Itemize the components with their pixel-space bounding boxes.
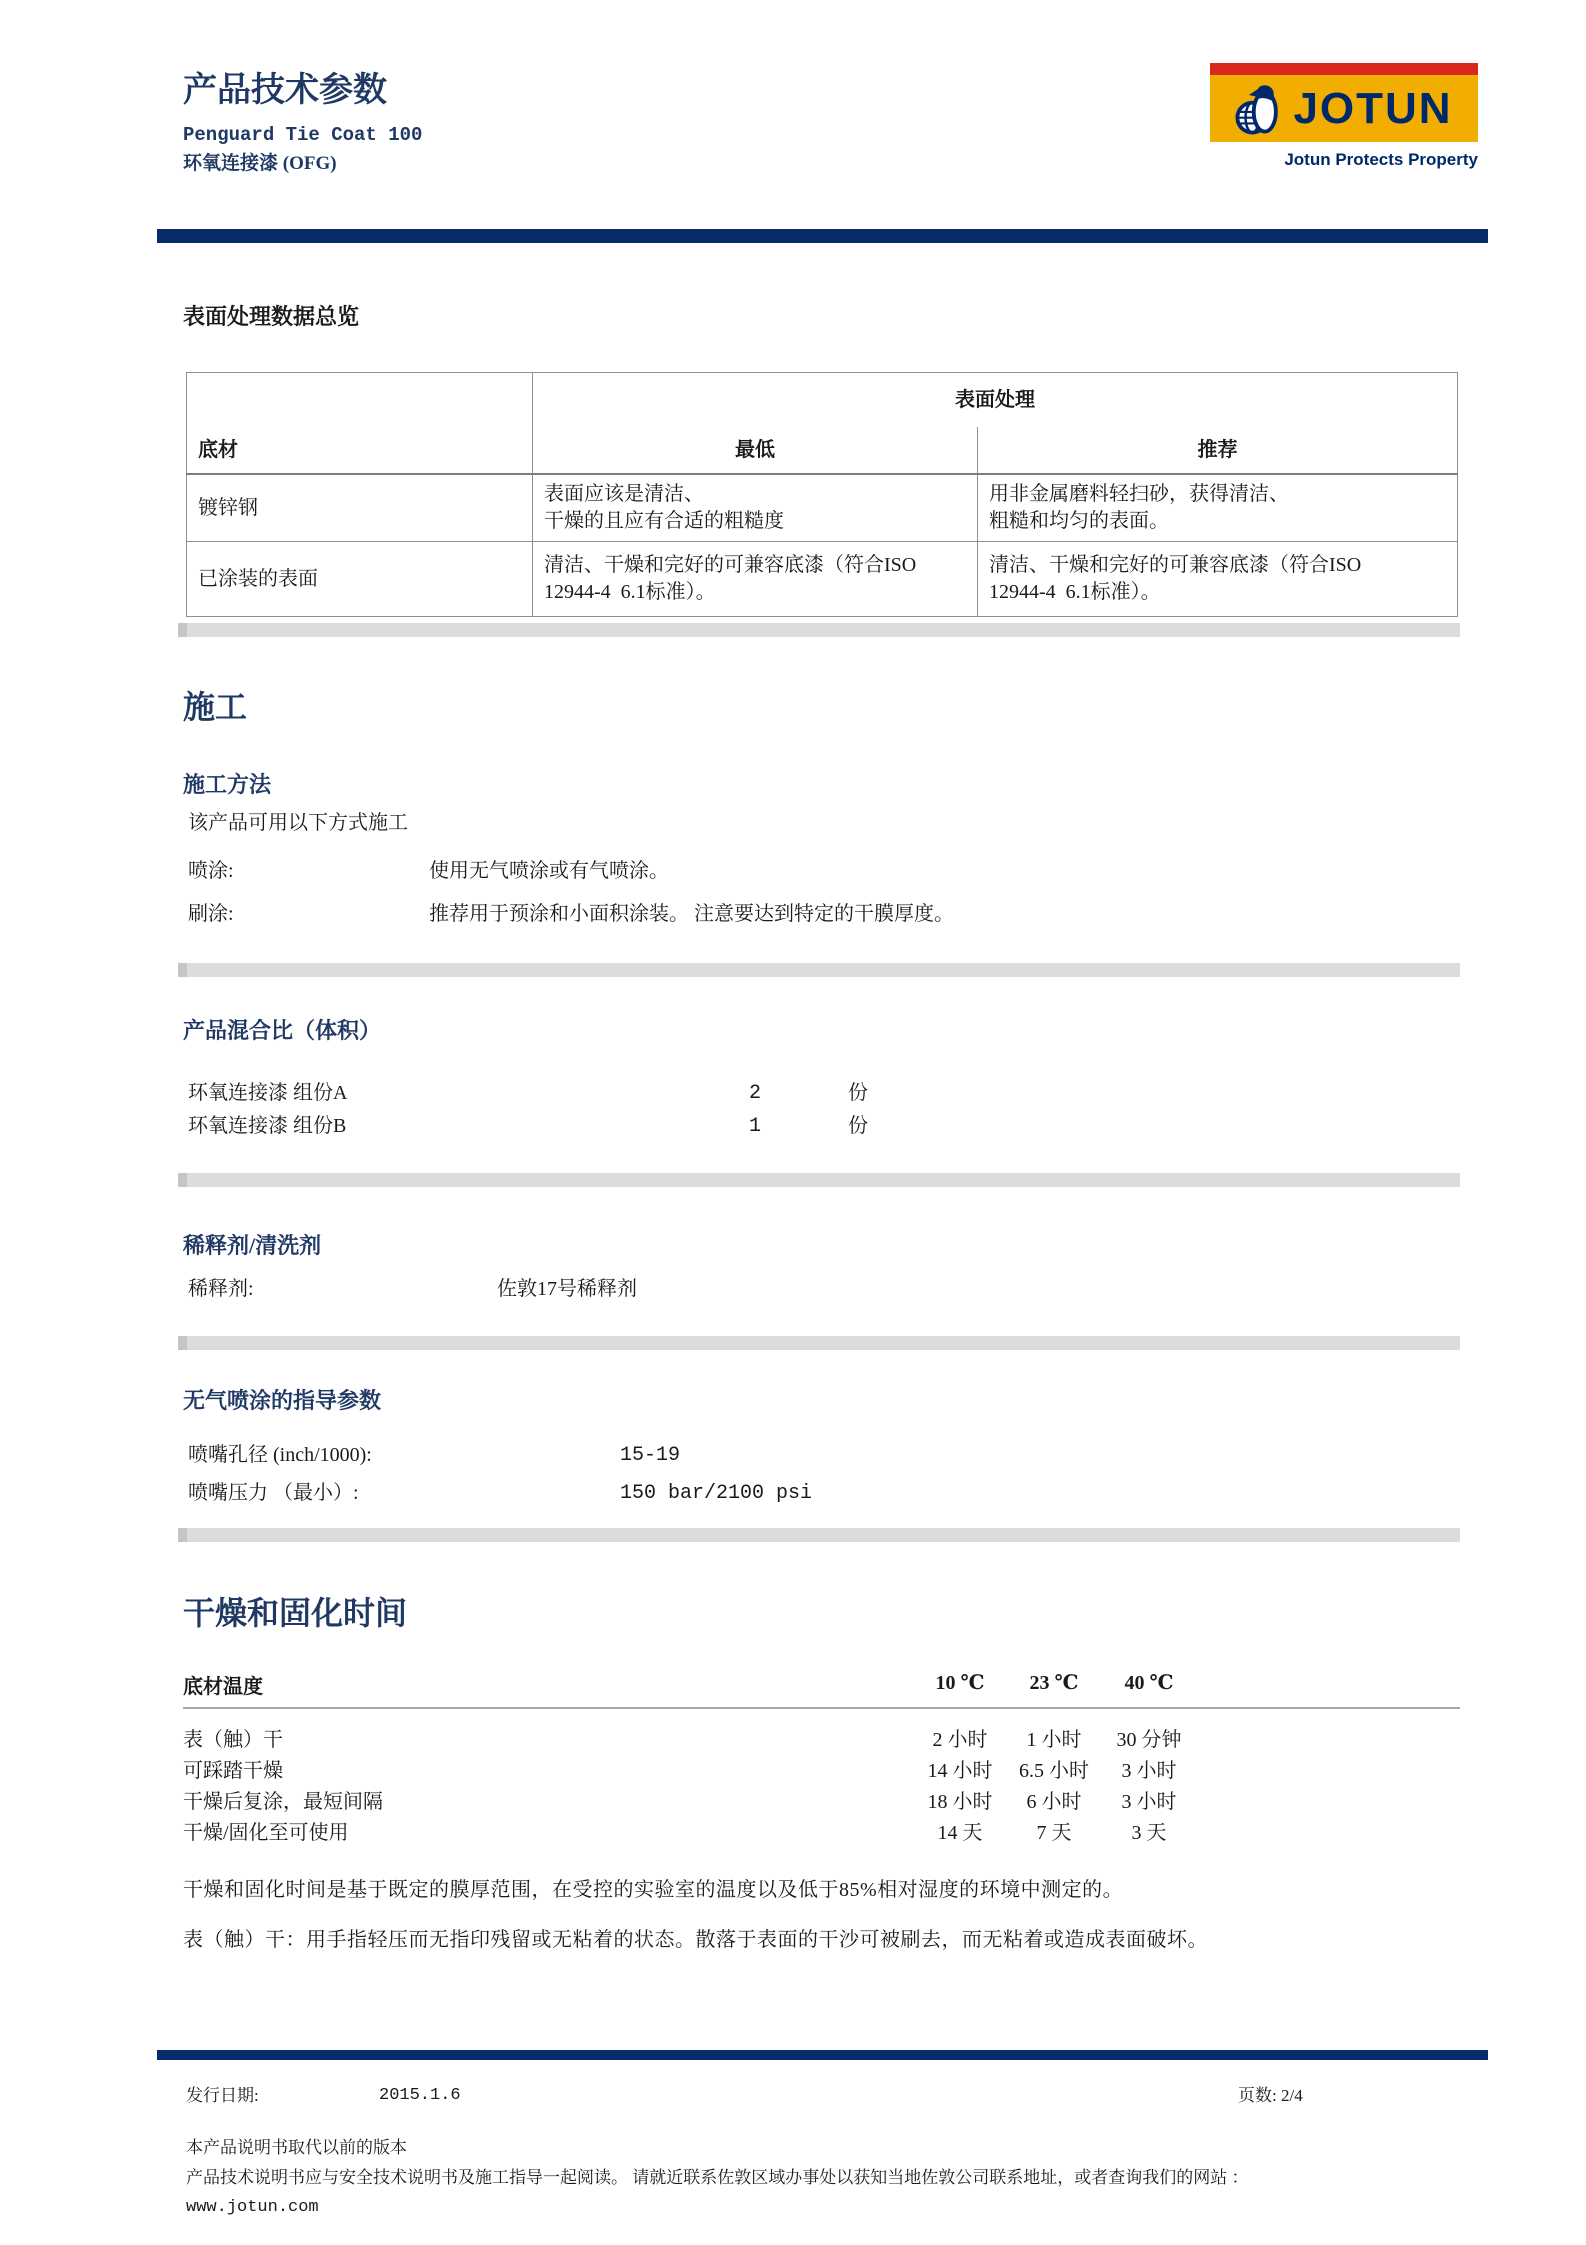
parameter-value: 150 bar/2100 psi <box>620 1482 813 1505</box>
logo-yellow-field <box>1210 75 1478 142</box>
section-divider <box>178 1528 1460 1542</box>
parameter-value: 15-19 <box>620 1444 681 1467</box>
footer-bar <box>157 2050 1488 2060</box>
drying-value: 30 分钟 <box>1116 1729 1182 1751</box>
minimum-cell <box>533 542 978 617</box>
method-label: 喷涂: <box>188 860 234 882</box>
thinner-label: 稀释剂: <box>188 1278 254 1300</box>
drying-value: 3 小时 <box>1121 1760 1177 1782</box>
surface-section-title: 表面处理数据总览 <box>183 304 360 329</box>
issue-date-value: 2015.1.6 <box>379 2086 461 2105</box>
jotun-logo <box>1210 63 1478 142</box>
drying-value: 14 天 <box>937 1822 983 1844</box>
drying-row-label: 干燥后复涂，最短间隔 <box>183 1791 383 1813</box>
component-label: 环氧连接漆 组份A <box>188 1082 348 1104</box>
section-divider <box>178 623 1460 637</box>
drying-row <box>183 1756 1460 1787</box>
spray-method-row <box>183 858 1473 885</box>
brush-method-row <box>183 901 1473 928</box>
cell-line: 清洁、干燥和完好的可兼容底漆（符合ISO <box>989 554 1362 576</box>
drying-value: 1 小时 <box>1026 1729 1082 1751</box>
airless-heading: 无气喷涂的指导参数 <box>183 1388 382 1413</box>
drying-table-header <box>183 1670 1460 1704</box>
substrate-temp-label: 底材温度 <box>183 1676 263 1698</box>
table-row <box>187 474 1458 542</box>
mixing-ratio-heading: 产品混合比（体积） <box>183 1018 382 1043</box>
application-heading: 施工 <box>183 689 248 725</box>
substrate-cell: 已涂装的表面 <box>187 542 533 617</box>
mixing-row-comp-b <box>183 1113 1473 1140</box>
drying-row <box>183 1818 1460 1849</box>
drying-row-label: 可踩踏干燥 <box>183 1760 283 1782</box>
temp-header: 10 ℃ <box>935 1672 985 1694</box>
method-value: 推荐用于预涂和小面积涂装。 注意要达到特定的干膜厚度。 <box>429 903 954 925</box>
table-rule <box>183 1707 1460 1709</box>
ratio-unit: 份 <box>848 1115 868 1137</box>
mixing-row-comp-a <box>183 1080 1473 1107</box>
penguin-globe-icon <box>1235 81 1285 137</box>
section-divider <box>178 963 1460 977</box>
table-header-row <box>187 373 1458 428</box>
logo-tagline: Jotun Protects Property <box>1284 150 1478 169</box>
drying-row <box>183 1787 1460 1818</box>
drying-row <box>183 1725 1460 1756</box>
parameter-label: 喷嘴孔径 (inch/1000): <box>188 1444 372 1466</box>
product-subtitle: 环氧连接漆 (OFG) <box>183 153 337 174</box>
footer-issue-row <box>186 2084 1466 2107</box>
ratio-value: 2 <box>748 1082 761 1105</box>
cell-line: 用非金属磨料轻扫砂，获得清洁、 <box>989 483 1289 505</box>
thinner-row <box>183 1276 1473 1303</box>
cell-line: 表面应该是清洁、 <box>544 483 704 505</box>
page-number: 页数: 2/4 <box>1238 2086 1303 2105</box>
product-name: Penguard Tie Coat 100 <box>183 124 423 146</box>
temp-header: 40 ℃ <box>1124 1672 1174 1694</box>
cell-line: 清洁、干燥和完好的可兼容底漆（符合ISO <box>544 554 917 576</box>
header-band <box>157 229 1488 243</box>
nozzle-tip-row <box>183 1442 1473 1469</box>
application-methods-heading: 施工方法 <box>183 772 272 797</box>
website-link[interactable]: www.jotun.com <box>186 2198 319 2217</box>
recommended-cell <box>978 542 1458 617</box>
drying-note-2: 表（触）干：用手指轻压而无指印残留或无粘着的状态。散落于表面的干沙可被刷去，而无粘着或造成表面破坏。 <box>183 1929 1208 1951</box>
component-label: 环氧连接漆 组份B <box>188 1115 347 1137</box>
drying-heading: 干燥和固化时间 <box>183 1595 408 1631</box>
footer-note-1: 本产品说明书取代以前的版本 <box>186 2138 407 2157</box>
drying-value: 6 小时 <box>1026 1791 1082 1813</box>
section-divider <box>178 1336 1460 1350</box>
drying-value: 3 天 <box>1131 1822 1167 1844</box>
surface-treatment-span-header: 表面处理 <box>533 373 1458 428</box>
drying-value: 6.5 小时 <box>1019 1760 1089 1782</box>
cell-line: 12944-4 6.1标准）。 <box>989 581 1161 603</box>
thinner-heading: 稀释剂/清洗剂 <box>183 1233 322 1258</box>
drying-value: 14 小时 <box>927 1760 993 1782</box>
cell-line: 12944-4 6.1标准）。 <box>544 581 716 603</box>
cell-line: 干燥的且应有合适的粗糙度 <box>544 510 784 532</box>
application-intro <box>183 810 1473 837</box>
ratio-unit: 份 <box>848 1082 868 1104</box>
logo-red-bar <box>1210 63 1478 75</box>
minimum-cell <box>533 474 978 542</box>
table-row <box>187 542 1458 617</box>
drying-row-label: 表（触）干 <box>183 1729 283 1751</box>
minimum-header-cell: 最低 <box>533 427 978 474</box>
nozzle-pressure-row <box>183 1480 1473 1507</box>
section-divider <box>178 1173 1460 1187</box>
drying-value: 2 小时 <box>932 1729 988 1751</box>
footer-note-2: 产品技术说明书应与安全技术说明书及施工指导一起阅读。 请就近联系佐敦区域办事处以获知当地佐敦公司联系地址，或者查询我们的网站 ： <box>186 2168 1249 2187</box>
recommended-header-cell: 推荐 <box>978 427 1458 474</box>
method-label: 刷涂: <box>188 903 234 925</box>
intro-text: 该产品可用以下方式施工 <box>188 812 408 834</box>
drying-value: 18 小时 <box>927 1791 993 1813</box>
drying-value: 7 天 <box>1036 1822 1072 1844</box>
temp-header: 23 ℃ <box>1029 1672 1079 1694</box>
drying-value: 3 小时 <box>1121 1791 1177 1813</box>
cell-line: 粗糙和均匀的表面。 <box>989 510 1169 532</box>
logo-wordmark: JOTUN <box>1293 83 1453 133</box>
recommended-cell <box>978 474 1458 542</box>
ratio-value: 1 <box>748 1115 761 1138</box>
parameter-label: 喷嘴压力 （最小）: <box>188 1482 359 1504</box>
page-title: 产品技术参数 <box>183 72 387 109</box>
method-value: 使用无气喷涂或有气喷涂。 <box>429 860 669 882</box>
substrate-cell: 镀锌钢 <box>187 474 533 542</box>
drying-row-label: 干燥/固化至可使用 <box>183 1822 349 1844</box>
surface-treatment-table <box>186 372 1458 617</box>
substrate-header-cell: 底材 <box>187 373 533 475</box>
drying-note-1: 干燥和固化时间是基于既定的膜厚范围，在受控的实验室的温度以及低于85%相对湿度的环境中测定的。 <box>183 1879 1124 1901</box>
thinner-value: 佐敦17号稀释剂 <box>497 1278 637 1300</box>
issue-date-label: 发行日期: <box>186 2086 259 2105</box>
